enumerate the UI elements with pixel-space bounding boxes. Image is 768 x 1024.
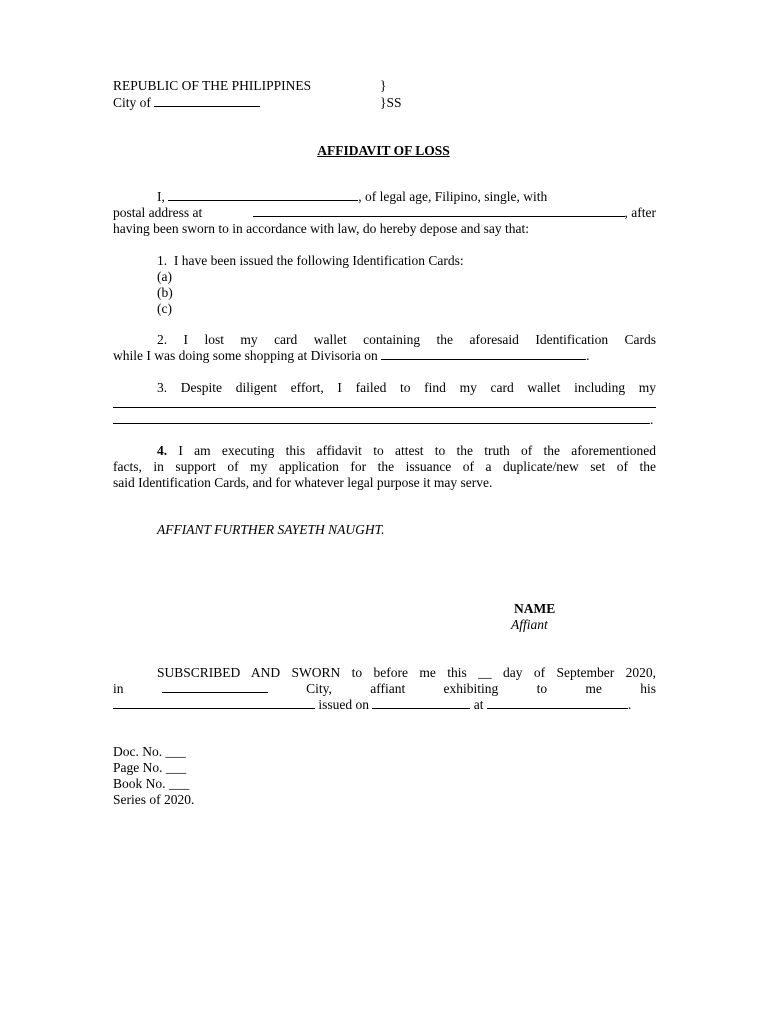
id-blank — [113, 697, 315, 709]
address-blank — [253, 205, 625, 217]
header-republic: REPUBLIC OF THE PHILIPPINES — [113, 78, 312, 93]
city-of-label: City of — [113, 95, 151, 110]
issued-at-blank — [487, 697, 628, 709]
jurat-city-blank — [162, 681, 268, 693]
jurat-line-1: SUBSCRIBED AND SWORN to before me this __ day of September 2020, — [157, 665, 656, 680]
intro-line-1 — [157, 189, 656, 205]
intro-i: I, , of legal age, Filipino, single, with — [157, 189, 548, 204]
name-blank — [168, 189, 358, 201]
jurat-line-2: in City, affiant exhibiting to me his — [113, 681, 656, 696]
para-4-line-3: said Identification Cards, and for whatever legal purpose it may serve. — [113, 475, 493, 490]
header-city — [113, 95, 260, 111]
item-a: (a) — [157, 269, 172, 284]
para-2-line-2: while I was doing some shopping at Divisoria on . — [113, 348, 590, 363]
header-brace: } — [380, 78, 387, 93]
para-3-line-1: 3. Despite diligent effort, I failed to find my card wallet including my — [157, 380, 656, 395]
intro-line-3: having been sworn to in accordance with law, do hereby depose and say that: — [113, 221, 529, 236]
signature-name: NAME — [514, 601, 556, 616]
para-2-line-1: 2. I lost my card wallet containing the aforesaid Identification Cards — [157, 332, 656, 347]
item-c: (c) — [157, 301, 172, 316]
series: Series of 2020. — [113, 792, 195, 807]
signature-role: Affiant — [511, 617, 548, 632]
book-no: Book No. ___ — [113, 776, 190, 791]
date-lost-blank — [381, 348, 586, 360]
header-ss: }SS — [380, 95, 402, 110]
para-4-line-2: facts, in support of my application for the issuance of a duplicate/new set of the — [113, 459, 656, 474]
para-3-end: . — [650, 412, 654, 427]
para-4-line-1: 4. I am executing this affidavit to attest to the truth of the aforementioned — [157, 443, 657, 458]
issued-on-blank — [372, 697, 470, 709]
para-3-blank-1 — [113, 407, 656, 408]
postal-label: postal address at — [113, 205, 203, 220]
jurat-line-3: issued on at . — [113, 697, 631, 713]
item-b: (b) — [157, 285, 173, 300]
intro-line-2: postal address at , after — [113, 205, 656, 220]
para-3-blank-2 — [113, 423, 650, 424]
doc-no: Doc. No. ___ — [113, 744, 186, 759]
closing-statement: AFFIANT FURTHER SAYETH NAUGHT. — [157, 522, 385, 537]
para-1: 1. I have been issued the following Identification Cards: — [157, 253, 464, 268]
document-title-text: AFFIDAVIT OF LOSS — [317, 143, 450, 158]
document-title — [0, 143, 768, 159]
city-blank — [154, 95, 260, 107]
page-no: Page No. ___ — [113, 760, 187, 775]
